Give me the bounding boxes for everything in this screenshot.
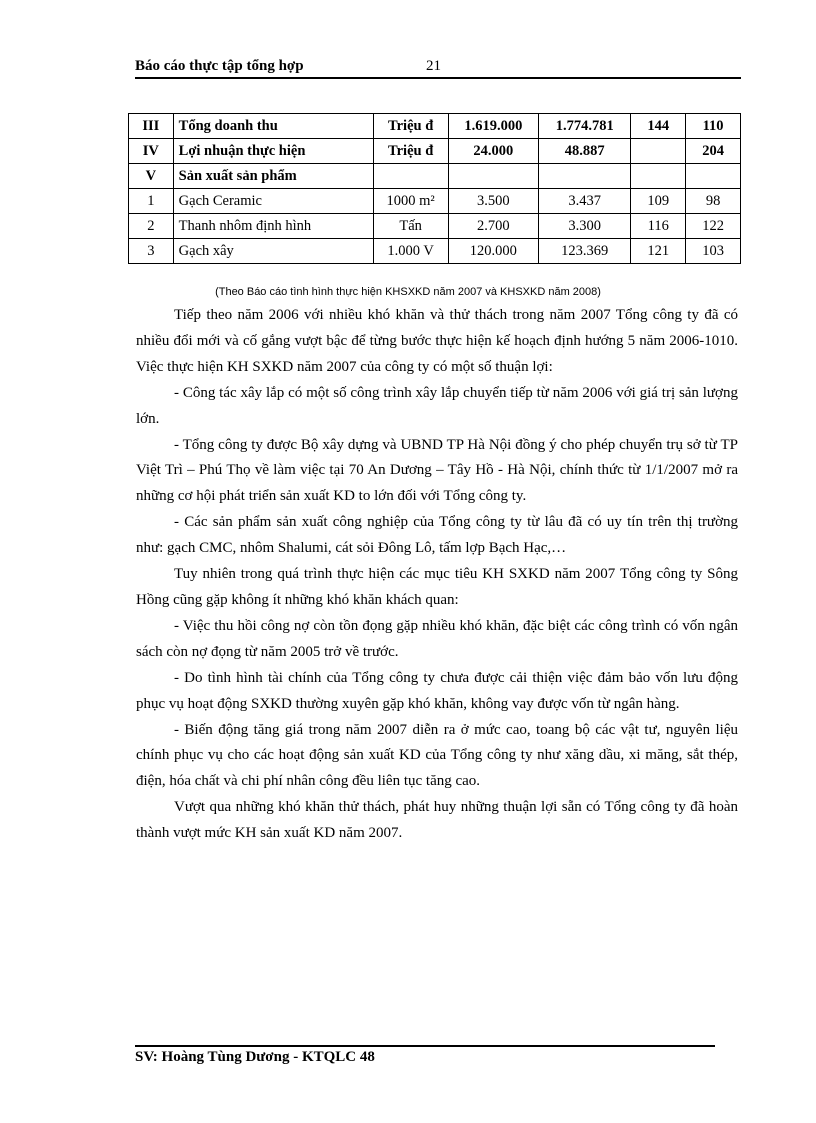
paragraph: Tuy nhiên trong quá trình thực hiện các mục tiêu KH SXKD năm 2007 Tổng công ty Sông Hồng cũng gặp không ít những khó khăn khách quan: bbox=[136, 566, 738, 608]
value-2007-cell: 120.000 bbox=[448, 239, 538, 264]
percent-1-cell bbox=[631, 139, 686, 164]
item-name-cell: Gạch xây bbox=[173, 239, 373, 264]
percent-2-cell: 110 bbox=[686, 114, 741, 139]
percent-2-cell: 98 bbox=[686, 189, 741, 214]
value-2007-cell: 1.619.000 bbox=[448, 114, 538, 139]
paragraph: - Biến động tăng giá trong năm 2007 diễn ra ở mức cao, toang bộ các vật tư, nguyên liệu chính phục vụ cho các hoạt động sản xuất KD của Tổng công ty như xăng dầu, xi măng, sắt thép, điện, hóa chất và chi phí nhân công đều liên tục tăng cao. bbox=[136, 721, 738, 790]
row-number-cell: 1 bbox=[129, 189, 174, 214]
paragraph: - Do tình hình tài chính của Tổng công ty chưa được cải thiện việc đảm bảo vốn lưu động phục vụ hoạt động SXKD thường xuyên gặp khó khăn, không vay được vốn từ ngân hàng. bbox=[136, 669, 738, 712]
value-2008-cell: 1.774.781 bbox=[539, 114, 631, 139]
percent-1-cell: 121 bbox=[631, 239, 686, 264]
item-name-cell: Lợi nhuận thực hiện bbox=[173, 139, 373, 164]
row-number-cell: IV bbox=[129, 139, 174, 164]
row-number-cell: 3 bbox=[129, 239, 174, 264]
value-2008-cell: 3.437 bbox=[539, 189, 631, 214]
item-name-cell: Sản xuất sản phẩm bbox=[173, 164, 373, 189]
table-row bbox=[129, 214, 741, 239]
value-2008-cell bbox=[539, 164, 631, 189]
value-2008-cell: 3.300 bbox=[539, 214, 631, 239]
body-text bbox=[136, 303, 738, 847]
row-number-cell: III bbox=[129, 114, 174, 139]
table-row bbox=[129, 239, 741, 264]
value-2007-cell: 2.700 bbox=[448, 214, 538, 239]
percent-2-cell: 122 bbox=[686, 214, 741, 239]
page-footer: SV: Hoàng Tùng Dương - KTQLC 48 bbox=[135, 1049, 375, 1065]
item-name-cell: Gạch Ceramic bbox=[173, 189, 373, 214]
table-row bbox=[129, 189, 741, 214]
value-2007-cell: 3.500 bbox=[448, 189, 538, 214]
item-name-cell: Thanh nhôm định hình bbox=[173, 214, 373, 239]
percent-1-cell: 144 bbox=[631, 114, 686, 139]
table-row bbox=[129, 164, 741, 189]
unit-cell bbox=[373, 164, 448, 189]
table-row bbox=[129, 114, 741, 139]
paragraph: - Công tác xây lắp có một số công trình xây lắp chuyển tiếp từ năm 2006 với giá trị sản lượng lớn. bbox=[136, 384, 738, 427]
percent-1-cell: 109 bbox=[631, 189, 686, 214]
header-divider bbox=[135, 77, 741, 79]
source-note: (Theo Báo cáo tình hình thực hiện KHSXKD năm 2007 và KHSXKD năm 2008) bbox=[215, 286, 601, 298]
paragraph: - Việc thu hồi công nợ còn tồn đọng gặp nhiều khó khăn, đặc biệt các công trình có vốn ngân sách còn nợ đọng từ năm 2005 trở về trước. bbox=[136, 617, 738, 660]
paragraph: - Tổng công ty được Bộ xây dựng và UBND TP Hà Nội đồng ý cho phép chuyển trụ sở từ TP Việt Trì – Phú Thọ về làm việc tại 70 An Dương – Tây Hồ - Hà Nội, chính thức từ 1/1/2007 mở ra những cơ hội phát triển sản xuất KD to lớn đối với Tổng công ty. bbox=[136, 436, 738, 505]
paragraph: Vượt qua những khó khăn thử thách, phát huy những thuận lợi sẵn có Tổng công ty đã hoàn thành vượt mức KH sản xuất KD năm 2007. bbox=[136, 799, 738, 842]
unit-cell: Triệu đ bbox=[373, 139, 448, 164]
item-name-cell: Tổng doanh thu bbox=[173, 114, 373, 139]
unit-cell: Triệu đ bbox=[373, 114, 448, 139]
percent-2-cell bbox=[686, 164, 741, 189]
percent-2-cell: 204 bbox=[686, 139, 741, 164]
row-number-cell: V bbox=[129, 164, 174, 189]
unit-cell: Tấn bbox=[373, 214, 448, 239]
value-2007-cell: 24.000 bbox=[448, 139, 538, 164]
page-header-title: Báo cáo thực tập tổng hợp bbox=[135, 58, 304, 74]
percent-1-cell: 116 bbox=[631, 214, 686, 239]
paragraph: Tiếp theo năm 2006 với nhiều khó khăn và thử thách trong năm 2007 Tổng công ty đã có nhiều đổi mới và cố gắng vượt bậc để từng bước thực hiện kế hoạch định hướng 5 năm 2006-1010. Việc thực hiện KH SXKD năm 2007 của công ty có một số thuận lợi: bbox=[136, 307, 738, 375]
footer-divider bbox=[135, 1045, 715, 1047]
results-table bbox=[128, 113, 741, 264]
table-row bbox=[129, 139, 741, 164]
row-number-cell: 2 bbox=[129, 214, 174, 239]
value-2007-cell bbox=[448, 164, 538, 189]
value-2008-cell: 48.887 bbox=[539, 139, 631, 164]
unit-cell: 1.000 V bbox=[373, 239, 448, 264]
value-2008-cell: 123.369 bbox=[539, 239, 631, 264]
unit-cell: 1000 m² bbox=[373, 189, 448, 214]
paragraph: - Các sản phẩm sản xuất công nghiệp của Tổng công ty từ lâu đã có uy tín trên thị trường như: gạch CMC, nhôm Shalumi, cát sỏi Đông Lô, tấm lợp Bạch Hạc,… bbox=[136, 514, 738, 557]
percent-1-cell bbox=[631, 164, 686, 189]
page-number: 21 bbox=[426, 58, 441, 74]
percent-2-cell: 103 bbox=[686, 239, 741, 264]
